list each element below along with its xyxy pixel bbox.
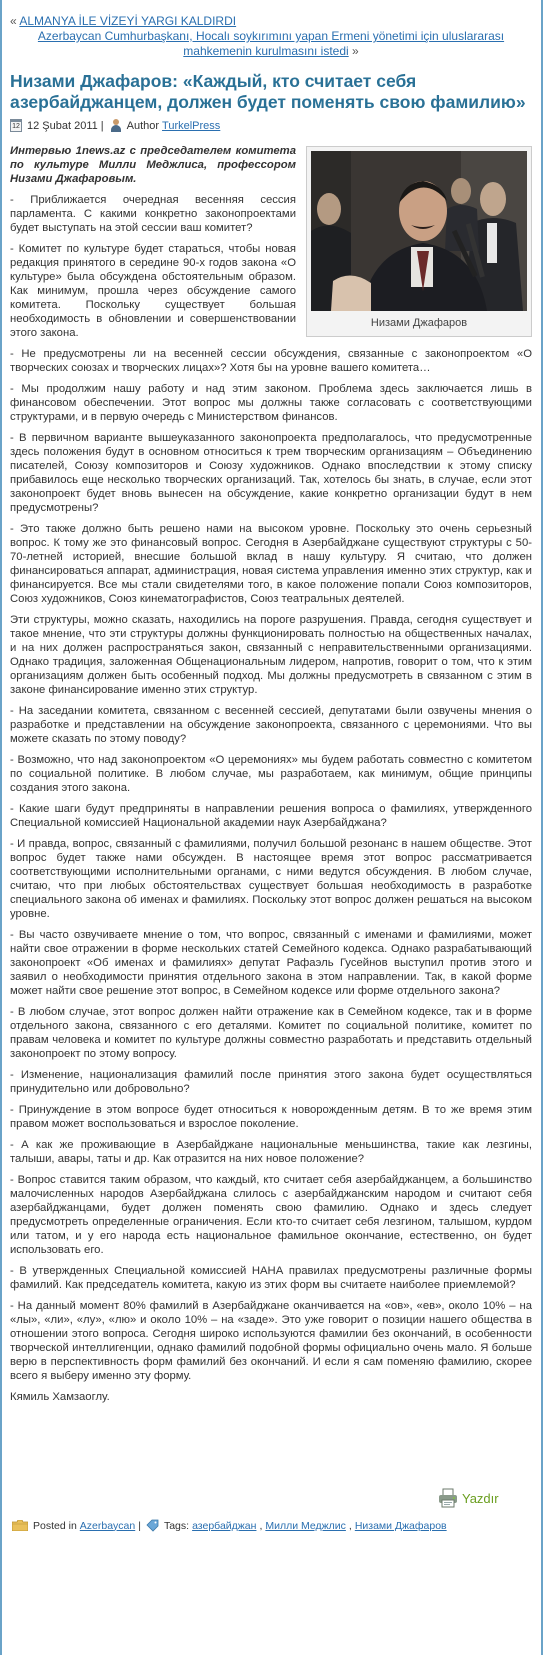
paragraph: - Мы продолжим нашу работу и над этим законом. Проблема здесь заключается лишь в финансовом обеспечении. Этот вопрос мы должны также согласовать с соответствующими структурами, и в первую очередь с Министерством финансов. [10, 383, 532, 423]
paragraph: - Принуждение в этом вопросе будет относиться к новорожденным детям. В то же время этим правом может воспользоваться и взрослое поколение. [10, 1104, 532, 1130]
paragraph: - Приближается очередная весенняя сессия парламента. С какими конкретно законопроектами будет выступать на этой сессии ваш комитет? [10, 194, 296, 234]
prev-arrow: « [10, 14, 17, 28]
paragraph: - Возможно, что над законопроектом «О церемониях» мы будем работать совместно с комитетом по социальной политике. В любом случае, мы разработаем, как минимум, общие принципы создания этого закона. [10, 754, 532, 794]
paragraph: - Изменение, национализация фамилий после принятия этого закона будет осуществляться принудительно или добровольно? [10, 1069, 532, 1095]
portrait-image [311, 151, 527, 311]
post-footer [12, 1519, 447, 1532]
author-prefix: Author [126, 119, 160, 132]
paragraph: - В утвержденных Специальной комиссией НАНА правилах предусмотрены различные формы фамилий. Как председатель комитета, какую из этих форм вы считаете наиболее приемлемой? [10, 1265, 532, 1291]
tag-separator: , [348, 1519, 352, 1532]
paragraph: Эти структуры, можно сказать, находились на пороге разрушения. Правда, сегодня существует и такое мнение, что эти структуры должны функционировать полностью на общественных началах, и на них должен распространяться закон, связанный с неправительственными организациями. Однако традиция, заложенная Общенациональным лидером, напротив, говорит о том, что к этим организациям должен быть особенный подход. Мы должны предусмотреть в связанном с этим в законе финансирование именно этих структур. [10, 614, 532, 696]
paragraph: - Это также должно быть решено нами на высоком уровне. Поскольку это очень серьезный вопрос. К тому же это финансовый вопрос. Сегодня в Азербайджане существуют структуры с 50-70-летней историей, внесшие большой вклад в нашу культуру. Я считаю, что должен финансироваться аппарат, администрация, новая система управления именно этих структур, как и финансируется. Все мы стали свидетелями того, в какое положение попали Союз композиторов, Союз художников, Союз кинематографистов, Союз театральных деятелей. [10, 523, 532, 605]
printer-icon [438, 1488, 458, 1508]
post-title[interactable]: Низами Джафаров: «Каждый, кто считает себя азербайджанцем, должен будет поменять свою фамилию» [10, 71, 526, 112]
prev-post-link[interactable]: ALMANYA İLE VİZEYİ YARGI KALDIRDI [19, 14, 237, 28]
paragraph: - Комитет по культуре будет стараться, чтобы новая редакция принятого в середине 90-х годов закона «О культуре» была обсуждена обстоятельным образом. Как минимум, прошла через обсуждение самого комитета. Поскольку существует большая необходимость в обновлении и совершенствовании этого закона. [10, 243, 296, 339]
meta-separator: | [100, 119, 104, 132]
tag-icon [146, 1519, 159, 1532]
tag-separator: , [259, 1519, 263, 1532]
prev-post-row [10, 14, 532, 29]
calendar-icon: 12 [10, 119, 22, 132]
photo-caption: Низами Джафаров [370, 317, 468, 329]
next-post-row [10, 29, 532, 59]
intro-paragraph: Интервью 1news.az с председателем комитета по культуре Милли Меджлиса, профессором Низами Джафаровым. [10, 145, 296, 185]
paragraph: - А как же проживающие в Азербайджане национальные меньшинства, такие как лезгины, талыши, авары, таты и др. Как отразится на них новое положение? [10, 1139, 532, 1165]
print-button[interactable] [438, 1488, 499, 1508]
tag-link[interactable]: азербайджан [192, 1519, 257, 1532]
folder-icon [12, 1520, 28, 1531]
post-container [10, 14, 532, 1411]
paragraph: - И правда, вопрос, связанный с фамилиями, получил большой резонанс в нашем обществе. Этот вопрос будет также нами обсужден. В настоящее время этот вопрос рассматривается соответствующими исполнительными органами, с ними ведутся обсуждения. В любом случае, считаю, что при любых обстоятельствах существует большая необходимость в разработке специального закона об именах и фамилиях. Поскольку этот вопрос должен решаться на высоком уровне. [10, 838, 532, 920]
signature: Кямиль Хамзаоглу. [10, 1391, 110, 1403]
paragraph: - На заседании комитета, связанном с весенней сессией, депутатами были озвучены мнения о разработке и представлении на обсуждение законопроекта, связанного с церемониями. Что вы можете сказать по этому поводу? [10, 705, 532, 745]
print-label[interactable]: Yazdır [462, 1490, 499, 1506]
posted-in-label: Posted in [33, 1519, 77, 1532]
paragraph: - В любом случае, этот вопрос должен найти отражение как в Семейном кодексе, так и в форме отдельного закона, связанного с его деталями. Комитет по социальной политике, комитет по правам человека и комитет по культуре должны совместно разработать и представить отдельный законопроект по этому вопросу. [10, 1006, 532, 1060]
tags-label: Tags: [163, 1519, 190, 1532]
category-link[interactable]: Azerbaycan [79, 1519, 136, 1532]
author-icon [110, 119, 122, 132]
tag-link[interactable]: Низами Джафаров [354, 1519, 447, 1532]
post-date: 12 Şubat 2011 [27, 119, 98, 132]
tag-link[interactable]: Милли Меджлис [265, 1519, 346, 1532]
paragraph: - Не предусмотрены ли на весенней сессии обсуждения, связанные с законопроектом «О творческих союзах и творческих лицах»? Хотя бы на уровне вашего комитета… [10, 348, 532, 374]
portrait-photo[interactable] [311, 151, 527, 311]
next-post-link[interactable]: Azerbaycan Cumhurbaşkanı, Hocalı soykırımını yapan Ermeni yönetimi için uluslararası mahkemenin kurulmasını istedi [37, 29, 505, 58]
paragraph: - Вопрос ставится таким образом, что каждый, кто считает себя азербайджанцем, а большинство малочисленных народов Азербайджана слилось с азербайджанским народом и считают себя азербайджанцами, будет должен поменять свою фамилию. Однако и здесь следует предусмотреть определенные ограничения. Если кто-то считает себя лезгином, талышом, курдом или татом, и у его народа есть национальное фамильное окончание, естественно, он будет использовать его. [10, 1174, 532, 1256]
post-meta [10, 119, 532, 132]
paragraph: - На данный момент 80% фамилий в Азербайджане оканчивается на «ов», «ев», около 10% – на «лы», «ли», «лу», «лю» и около 10% – на «заде». Это уже говорит о позиции нашего общества в отношении этого вопроса. Сегодня широко используются фамилии без окончаний, в особенности творческой интеллигенции, однако фамилий подобной формы официально очень мало. Я больше верю в перспективность форм фамилий без окончаний. И если я сам поменяю фамилию, скорее всего я выберу именно эту форму. [10, 1300, 532, 1382]
photo-figure [306, 146, 532, 337]
paragraph: - В первичном варианте вышеуказанного законопроекта предполагалось, что предусмотренные здесь положения будут в основном относиться к трем творческим организациям – Объединению писателей, Союзу композиторов и Союзу художников. Однако впоследствии к этому списку прибавилось еще несколько творческих организаций. Так, хотелось бы знать, в случае, если этот законопроект будет вновь вынесен на обсуждение, какие конкретно организации будут в нем предусмотрены? [10, 432, 532, 514]
next-arrow: » [352, 44, 359, 58]
paragraph: - Какие шаги будут предприняты в направлении решения вопроса о фамилиях, утвержденного Специальной комиссией Национальной академии наук Азербайджана? [10, 803, 532, 829]
footer-separator: | [138, 1519, 141, 1532]
post-content [10, 144, 532, 1404]
author-link[interactable]: TurkelPress [162, 119, 221, 132]
post-navigation [10, 14, 532, 59]
paragraph: - Вы часто озвучиваете мнение о том, что вопрос, связанный с именами и фамилиями, может найти свое отражении в форме нескольких статей Семейного кодекса. Однако разрабатывающий законопроект «Об именах и фамилиях» депутат Рафаэль Гусейнов выступил против этого и заявил о необходимости принятия отдельного закона в этом направлении. Так, в какой форме может найти свое решение этот вопрос, в Семейном кодексе или форме отдельного закона? [10, 929, 532, 997]
